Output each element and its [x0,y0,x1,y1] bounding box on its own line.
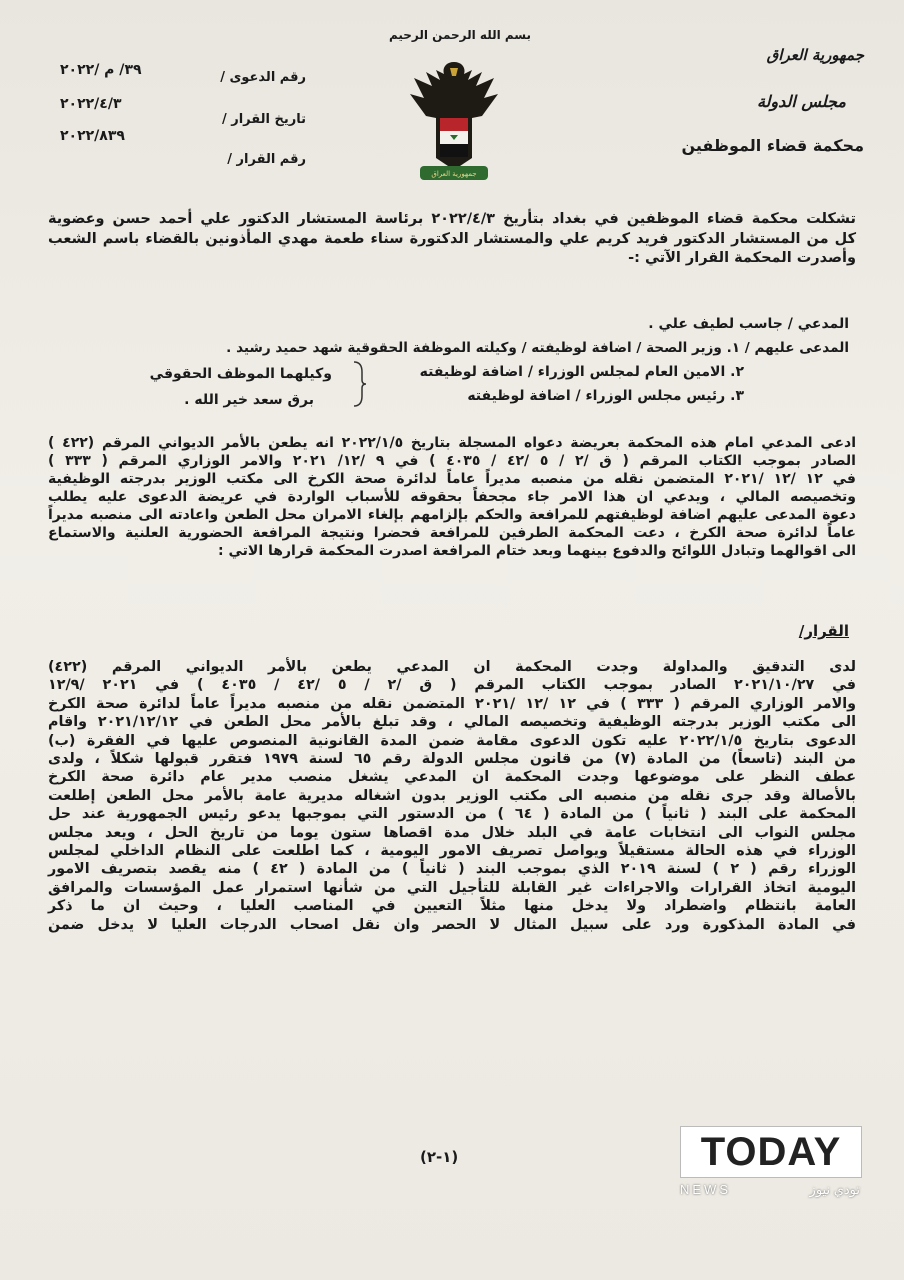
intro-line: كل من المستشار الدكتور فريد كريم علي والمستشار الدكتورة سناء طعمة مهدي المأذونين بالقضاء باسم الشعب [48,230,856,247]
agent-line-2: برق سعد خير الله . [184,392,314,408]
decision-line: اليومية اتخاذ القرارات والاجراءات غير القابلة للتأجيل التي من شأنها استمرار عمل المؤسسات والمرافق [48,879,856,896]
decision-line: الى مكتب الوزير بدرجته الوظيفية وتخصيصه المالي ، وقد تبلغ بالأمر محل الطعن في ٢٠٢١/١٢/١٢ واقام [48,714,856,731]
iraq-eagle-emblem-icon [406,58,502,186]
decision-line: في المادة المذكورة ورد على سبيل المثال لا الحصر وان نقل اصحاب الدرجات العليا لا يدخل ضمن [48,916,856,933]
plaintiff-line: المدعي / جاسب لطيف علي . [648,316,849,332]
intro-line: وأصدرت المحكمة القرار الآتي :- [628,250,856,266]
defendant-2-line: ٢. الامين العام لمجلس الوزراء / اضافة لوظيفته [419,364,744,380]
decision-date-value: ٢٠٢٢/٤/٣ [60,96,122,112]
claim-line: الى اقوالهما وتبادل اللوائح والدفوع بينهما وبعد ختام المرافعة اصدرت المحكمة قرارها الاتي : [218,543,856,559]
decision-line: العامة بانتظام واضطراد ولا يدخل منها مثلاً التعيين في المناصب العليا ، وحيث ان ما ذكر [48,898,856,915]
decision-line: لدى التدقيق والمداولة وجدت المحكمة ان المدعي يطعن بالأمر الديواني المرقم (٤٢٢) [48,659,856,675]
today-news-watermark [680,1126,860,1206]
case-number-label: رقم الدعوى / [220,70,306,85]
republic-name: جمهورية العراق [766,46,864,64]
basmala: بسم الله الرحمن الرحيم [388,28,532,42]
brace-icon [352,360,368,408]
claim-line: الصادر بموجب الكتاب المرقم ( ق /٢ / ٥ /٤٢ / ٤٠٣٥ ) في ٩ /١٢/ ٢٠٢١ والامر الوزاري المرقم ( ٣٣٣ ) [48,453,856,469]
council-name: مجلس الدولة [756,92,846,111]
defendant-1-line: المدعى عليهم / ١. وزير الصحة / اضافة لوظيفته / وكيلته الموظفة الحقوقية شهد حميد رشيد . [226,340,849,356]
decision-heading: القرار/ [798,622,849,640]
claim-paragraph [48,434,856,560]
decision-line: الوزراء في هذه الحالة مستقيلاً ويواصل تصريف الامور اليومية ، كما اطلعت على النظام الداخلي لمجلس [48,843,856,860]
defendant-3-line: ٣. رئيس مجلس الوزراء / اضافة لوظيفته [467,388,744,404]
decision-date-label: تاريخ القرار / [221,112,306,127]
decision-paragraph [48,658,856,934]
watermark-sub-arabic: تودي نيوز [809,1182,860,1197]
intro-paragraph [48,210,856,269]
emblem-caption: جمهورية العراق [431,170,477,178]
decision-line: عطف النظر على موضوعها وجدت المحكمة ان المدعي يشغل منصب مدير عام دائرة صحة الكرخ [48,769,856,786]
decision-line: الدعوى بتاريخ ٢٠٢٢/١/٥ عليه تكون الدعوى مقامة ضمن المدة القانونية المنصوص عليها في الفقرة (ب) [48,732,856,749]
claim-line: دعوة المدعى عليهم اضافة لوظيفتهم للمرافعة والحكم بإلزامهم بإلغاء الامران محل الطعن واعادته الى منصبه مديراً [48,507,856,523]
decision-line: والامر الوزاري المرقم ( ٣٣٣ ) في ١٢ /١٢ /٢٠٢١ المتضمن نقله من منصبه مديراً عاماً لدائرة صحة الكرخ [48,695,857,712]
court-name: محكمة قضاء الموظفين [681,136,864,155]
decision-line: مجلس النواب الى انتخابات عامة في البلد خلال مدة اقصاها ستون يوما من تاريخ الحل ، ويعد مجلس [48,824,856,841]
watermark-brand: TODAY [680,1126,862,1178]
decision-line: في ٢٠٢١/١٠/٢٧ الصادر بموجب الكتاب المرقم ( ق /٢ / ٥ /٤٢ / ٤٠٣٥ ) في ٢٠٢١ /١٢/٩ [48,677,856,694]
decision-line: بالأصالة وقد جرى نقله من منصبه الى مكتب الوزير بدون اشغاله مديرية عامة بالأمر محل الطعن إطلعت [48,787,856,804]
page-number: (١-٢) [420,1148,459,1166]
watermark-subtitle [680,1182,860,1198]
claim-line: ادعى المدعي امام هذه المحكمة بعريضة دعواه المسجلة بتاريخ ٢٠٢٢/١/٥ انه يطعن بالأمر الديواني المرقم (٤٢٢ ) [48,435,857,451]
decision-line: الوزراء رقم ( ٢ ) لسنة ٢٠١٩ الذي بموجب البند ( ثانياً ) من المادة ( ٤٢ ) منه يقصد بتصريف الامور [48,861,857,878]
decision-line: من البند (تاسعاً) من المادة (٧) من قانون مجلس الدولة رقم ٦٥ لسنة ١٩٧٩ فتقرر قبولها شكلاً ، ولدى [48,751,857,768]
claim-line: وتخصيصه المالي ، ويدعي ان هذا الامر جاء مجحفاً بحقوقه للأسباب الواردة في عريضة الدعوى عليه يطلب [48,489,856,505]
intro-line: تشكلت محكمة قضاء الموظفين في بغداد بتأريخ ٢٠٢٢/٤/٣ برئاسة المستشار الدكتور علي أحمد حسن وعضوية [48,211,857,227]
decision-line: المحكمة على البند ( ثانياً ) من المادة ( ٦٤ ) من الدستور التي بموجبها يدعو رئيس الجمهورية عند حل [48,806,856,823]
case-number-value: ٣٩/ م /٢٠٢٢ [60,62,142,78]
decision-number-label: رقم القرار / [227,152,306,167]
claim-line: عاماً لدائرة صحة الكرخ ، دعت المحكمة الطرفين للمرافعة فحضرا ونتيجة المرافعة الحضورية العلنية والاستماع [48,525,856,541]
watermark-sub-latin: NEWS [680,1182,731,1197]
decision-number-value: ٢٠٢٢/٨٣٩ [60,128,125,144]
agent-line-1: وكيلهما الموظف الحقوقي [149,366,332,382]
claim-line: في ١٢ /١٢ /٢٠٢١ المتضمن نقله من منصبه مديراً عاماً لدائرة صحة الكرخ الى مكتب الوزير بدرجته الوظيفية [48,471,856,487]
